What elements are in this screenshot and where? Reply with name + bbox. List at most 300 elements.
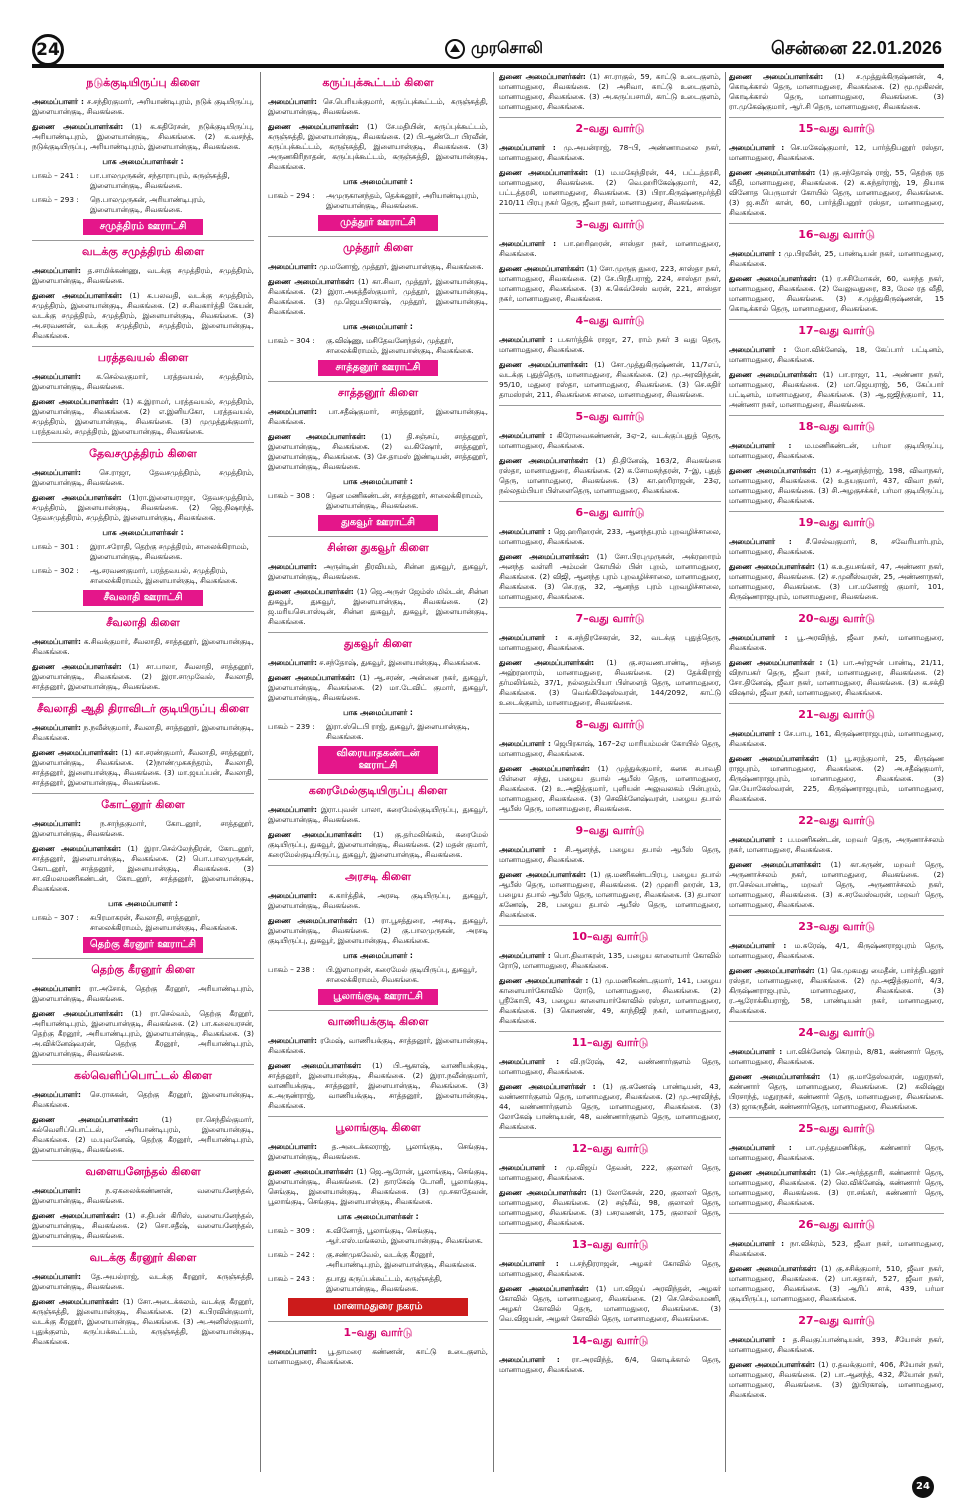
organiser-text: (1)ரா.இளையராஜா, தேவசமுத்திரம், சமுத்திரம், இளையான்குடி, சிவகங்கை. (2) ஜெ.நிஷாந்த், தேவசமுத்திரம், சமுத்திரம், இளையான்குடி, சிவகங்கை. <box>32 493 254 522</box>
section-heading: வடக்கு சமுத்திரம் கிளை <box>81 245 205 258</box>
organiser-text: (1) ஆ.சரண், அன்னை நகர், துகவூர், இளையான்குடி, சிவகங்கை. (2) மா.டேவிட் குமார், துகவூர், இளையான்குடி, சிவகங்கை. <box>268 673 488 702</box>
section-heading: 12–வது வார்டு <box>571 1142 649 1155</box>
organiser-entry <box>32 748 254 788</box>
masthead <box>0 0 972 62</box>
header-rule <box>32 64 944 68</box>
organiser-entry <box>268 805 488 825</box>
part-number: பாகம் – 293 : <box>32 195 79 204</box>
section-heading: வடக்கு கீரனூர் கிளை <box>89 1251 197 1264</box>
role-label: துணை அமைப்பாளர்கள்: <box>268 830 362 839</box>
organiser-entry <box>499 264 721 304</box>
organiser-text: ரமேஷ், வாணியக்குடி, சாத்தனூர், இளையான்குடி, சிவகங்கை. <box>268 1036 488 1055</box>
section-divider <box>499 1031 721 1032</box>
organiser-text: ம.சுரேஷ், 4/1, கிருஷ்ணராஜபுரம் தெரு, மானாமதுரை, சிவகங்கை. <box>729 941 944 960</box>
section-divider <box>729 1117 944 1118</box>
organiser-text: (1) ஜெ.ஆரோன், பூலாங்குடி, செங்குடி, இளையான்குடி, சிவகங்கை. (2) தாரகேஷ் டோனி, பூலாங்குடி, செங்குடி, இளையான்குடி, சிவகங்கை. (3) மு.சகாதேவன், பூலாங்குடி, செங்குடி, இளையான்குடி, சிவகங்கை. <box>268 1167 488 1206</box>
organiser-entry <box>268 891 488 911</box>
organiser-entry <box>729 1072 944 1112</box>
role-label: அமைப்பாளர்: <box>268 891 317 900</box>
organiser-entry <box>499 1188 721 1228</box>
role-label: துணை அமைப்பாளர்கள்: <box>268 673 356 682</box>
section-divider <box>729 915 944 916</box>
organiser-entry <box>499 739 721 759</box>
column-divider <box>725 72 726 1472</box>
organiser-entry <box>729 345 944 365</box>
role-label: அமைப்பாளர் : <box>729 345 787 354</box>
section-heading: 25–வது வார்டு <box>798 1122 875 1135</box>
organiser-text: ச.சந்தோஷ், துகவூர், இளையான்குடி, சிவகங்கை. <box>319 658 481 667</box>
organiser-text: பூ.அரவிந்த், ஜீவா நகர், மானாமதுரை, சிவகங்கை. <box>729 633 944 652</box>
page-number-badge: 24 <box>32 34 64 66</box>
footer-page-number: 24 <box>912 1476 934 1498</box>
column-2 <box>268 72 488 1472</box>
part-organisers-heading: பாக அமைப்பாளர் : <box>108 899 178 908</box>
part-organiser-entry <box>268 491 488 511</box>
role-label: துணை அமைப்பாளர்கள்: <box>32 662 122 671</box>
section-divider <box>729 607 944 608</box>
organiser-text: பா.ஹரிஹரன், சாஸ்தா நகர், மானாமதுரை, சிவகங்கை. <box>499 239 721 258</box>
organiser-text: மு.பிரவீன், 25, பாண்டியன் நகர், மானாமதுரை, சிவகங்கை. <box>729 249 944 268</box>
part-organiser-entry <box>32 542 254 562</box>
organiser-text: (1) ரா.செந்தில்குமார், கல்வெளிப்பொட்டல், அரியாண்டிபுரம், இளையான்குடி, சிவகங்கை. (2) ம.யுவனேஷ், தெற்கு கீரனூர், அரியாண்டிபுரம், இளையான்குடி, சிவகங்கை. <box>32 1115 254 1154</box>
part-number: பாகம் – 304 : <box>268 336 315 345</box>
organiser-text: ரா.அரவிந்த், 6/4, கொடிக்கால் தெரு, மானாமதுரை, சிவகங்கை. <box>499 1355 721 1374</box>
part-organisers-heading: பாக அமைப்பாளர் : <box>343 708 413 717</box>
section-heading: வளையனேந்தல் கிளை <box>85 1165 201 1178</box>
role-label: துணை அமைப்பாளர்கள்: <box>499 870 587 879</box>
part-organiser-text: சு.வினோத், பூலாங்குடி, செங்குடி, ஆர்.எஸ்.மங்கலம், இளையான்குடி, சிவகங்கை. <box>326 1226 483 1245</box>
organiser-entry <box>729 466 944 506</box>
organiser-text: ஜெபிரகாஷ், 167–2ஏ மாரியம்மன் கோயில் தெரு, மானாமதுரை, சிவகங்கை. <box>499 739 721 758</box>
part-organiser-entry <box>268 1250 488 1270</box>
role-label: துணை அமைப்பாளர்கள்: <box>729 1360 816 1369</box>
section-divider <box>499 117 721 118</box>
part-organisers-heading: பாக அமைப்பாளர் : <box>343 177 413 186</box>
role-label: அமைப்பாளர் : <box>499 1355 560 1364</box>
role-label: துணை அமைப்பாளர்கள்: <box>499 1284 589 1293</box>
organiser-entry <box>729 1168 944 1208</box>
organiser-text: க.சந்திரசேகரன், 32, வடக்கு புதுத்தெரு, மானாமதுரை, சிவகங்கை. <box>499 633 721 652</box>
organiser-entry <box>268 122 488 172</box>
role-label: அமைப்பாளர்: <box>32 819 81 828</box>
organiser-entry <box>32 723 254 743</box>
section-heading: சாத்தனூர் கிளை <box>337 386 419 399</box>
role-label: துணை அமைப்பாளர்கள் : <box>499 1082 596 1091</box>
section-divider <box>499 1137 721 1138</box>
role-label: அமைப்பாளர்: <box>268 805 317 814</box>
newspaper-logo <box>445 38 543 59</box>
role-label: துணை அமைப்பாளர்கள்: <box>729 274 817 283</box>
organiser-entry <box>729 941 944 961</box>
role-label: துணை அமைப்பாளர்கள்: <box>499 658 595 667</box>
organiser-entry <box>729 143 944 163</box>
panchayat-banner: சமுத்திரம் ஊராட்சி <box>83 219 203 235</box>
section-divider <box>32 697 254 698</box>
role-label: துணை அமைப்பாளர்கள்: <box>499 456 589 465</box>
section-heading: வாணியக்குடி கிளை <box>327 1015 429 1028</box>
organiser-text: அருள்டின் திரவியம், சின்ன துகவூர், துகவூர், இளையான்குடி, சிவகங்கை. <box>268 562 488 581</box>
section-divider <box>729 319 944 320</box>
organiser-entry <box>499 552 721 602</box>
organiser-entry <box>729 72 944 112</box>
section-heading: 9–வது வார்டு <box>575 824 645 837</box>
role-label: அமைப்பாளர் : <box>729 537 792 546</box>
part-organiser-text: தபாது கருப்பக்கூட்டம், கருஞ்சுத்தி, இளையான்குடி, சிவகங்கை. <box>326 1274 443 1293</box>
role-label: துணை அமைப்பாளர்கள்: <box>729 1264 817 1273</box>
column-4 <box>729 72 944 1472</box>
role-label: அமைப்பாளர்: <box>268 1036 317 1045</box>
role-label: அமைப்பாளர் : <box>729 1239 785 1248</box>
section-divider <box>32 442 254 443</box>
role-label: அமைப்பாளர் : <box>729 249 782 258</box>
section-heading: 27–வது வார்டு <box>798 1314 875 1327</box>
organiser-text: பொ.திவாகரன், 135, பழைய காளையார் கோவில் ரோடு, மானாமதுரை, சிவகங்கை. <box>499 951 721 970</box>
organiser-text: (1) க.பலவதி, வடக்கு சமுத்திரம், சமுத்திரம், இளையான்குடி, சிவகங்கை. (2) ச.சிவகார்த்தி கேயன், வடக்கு சமுத்திரம், சமுத்திரம், இளையான்குடி, சிவகங்கை. (3) அ.சரவணன், வடக்கு சமுத்திரம், சமுத்திரம், இளையான்குடி, சிவகங்கை. <box>32 291 254 340</box>
organiser-entry <box>729 370 944 410</box>
role-label: அமைப்பாளர் : <box>499 431 553 440</box>
section-divider <box>499 501 721 502</box>
role-label: அமைப்பாளர்: <box>268 262 317 271</box>
role-label: அமைப்பாளர்: <box>268 1142 317 1151</box>
organiser-text: ரா.அசோக், தெற்கு கீரனூர், அரியாண்டிபுரம், இளையான்குடி, சிவகங்கை. <box>32 984 254 1003</box>
role-label: துணை அமைப்பாளர்கள்: <box>499 1188 587 1197</box>
organiser-entry <box>268 658 488 668</box>
part-number: பாகம் – 241 : <box>32 171 79 180</box>
section-heading: 1–வது வார்டு <box>343 1326 413 1339</box>
role-label: துணை அமைப்பாளர்கள்: <box>32 493 122 502</box>
role-label: அமைப்பாளர் : <box>499 143 556 152</box>
organiser-text: ம.மணிகண்டன், பர்மா குடியிருப்பு, மானாமதுரை, சிவகங்கை. <box>729 441 944 460</box>
panchayat-banner: விரையாதகண்டன் ஊராட்சி <box>318 746 438 774</box>
role-label: அமைப்பாளர்: <box>32 637 81 646</box>
organiser-entry <box>268 1347 488 1367</box>
role-label: அமைப்பாளர்: <box>32 1272 81 1281</box>
organiser-text: (1) தி.சஞ்சய், சாத்தனூர், இளையான்குடி, சிவகங்கை. (2) வ.கிஷோர், சாத்தனூர், இளையான்குடி, சிவகங்கை. (3) சே.தாமஸ் இண்டியன், சாத்தனூர், இளையான்குடி, சிவகங்கை. <box>268 432 488 471</box>
organiser-text: (1) ச.முத்துக்கிருஷ்ணன், 4, கொடிக்கால் தெரு, மானாமதுரை, சிவகங்கை. (2) மூ.முகிலன், கொடிக்கால் தெரு, மானாமதுரை, சிவகங்கை. (3) ரா.முகேஷ்குமார், ஆர்.சி தெரு, மானாமதுரை, சிவகங்கை. <box>729 72 944 111</box>
organiser-entry <box>32 372 254 392</box>
section-divider <box>499 405 721 406</box>
organiser-text: சீ.செல்வகுமார், 8, சவேரியார்புரம், மானாமதுரை, சிவகங்கை. <box>729 537 944 556</box>
organiser-entry <box>268 1061 488 1111</box>
organiser-text: (1) ச.ஆனந்த்ராஜ், 198, விவாநகர், மானாமதுரை, சிவகங்கை. (2) உதயகுமார், 437, விவா நகர், மானாமதுரை, சிவகங்கை. (3) சி.அழகுசக்கர், பர்மா குடியிருப்பு, மானாமதுரை, சிவகங்கை. <box>729 466 944 505</box>
organiser-entry <box>499 764 721 814</box>
organiser-entry <box>729 249 944 269</box>
part-number: பாகம் – 302 : <box>32 566 79 575</box>
organiser-text: (1) சோ.முத்துகிருஷ்ணன், 11/7எப், வடக்கு புதுத்தெரு, மானாமதுரை, சிவகங்கை. (2) மு.அரவிந்தன், 95/10, மதுரை ரஸ்தா, மானாமதுரை, சிவகங்கை. (3) செ.சுதிர் தாமஸ்ரன், 211, சிவகங்கை சாலை, மானாமதுரை, சிவகங்கை. <box>499 360 721 399</box>
organiser-text: (1) இரா.செல்லேந்திரன், கோடனூர், சாத்தனூர், இளையான்குடி, சிவகங்கை. (2) பொ.பாலமுருகன், கோடனூர், சாத்தனூர், இளையான்குடி, சிவகங்கை. (3) சா.விமலமணிகண்டன், கோடனூர், சாத்தனூர், இளையான்குடி, சிவகங்கை. <box>32 844 254 893</box>
dateline: சென்னை 22.01.2026 <box>770 38 942 58</box>
organiser-text: ந.ஏகலைக்கண்ணன், வளையனேந்தல், இளையான்குடி, சிவகங்கை. <box>32 1186 254 1205</box>
organiser-text: செ.ராஜா, தேவசமுத்திரம், சமுத்திரம், இளையான்குடி, சிவகங்கை. <box>32 468 254 487</box>
organiser-entry <box>32 1272 254 1292</box>
organiser-entry <box>32 122 254 152</box>
organiser-text: (1) பா.ராஜா, 11, அண்ணா நகர், மானாமதுரை, சிவகங்கை. (2) மா.ஜெயராஜ், 56, கேப்பார் பட்டினம், மானாமதுரை, சிவகங்கை. (3) ஆ.ஜஜிந்குமார், 11, அண்ணா நகர், மானாமதுரை, சிவகங்கை. <box>729 370 944 409</box>
organiser-text: (1) லோகேசன், 220, குலாலர் தெரு, மானாமதுரை, சிவகங்கை. (2) சஞ்சீவ், 98, குலாலர் தெரு, மானாமதுரை, சிவகங்கை. (3) பசரவணன், 175, குலாலர் தெரு, மானாமதுரை, சிவகங்கை. <box>499 1188 721 1227</box>
role-label: துணை அமைப்பாளர்கள் : <box>499 976 589 985</box>
organiser-entry <box>499 360 721 400</box>
organiser-entry <box>729 729 944 749</box>
role-label: அமைப்பாளர் : <box>729 1335 786 1344</box>
organiser-text: (1) கு.தர்மலிங்கம், கரைமேல் குடியிருப்பு, துகவூர், இளையான்குடி, சிவகங்கை. (2) மதன் குமார், கரைமேல்குடியிருப்பு, துகவூர், இளையான்குடி, சிவகங்கை. <box>268 830 488 859</box>
organiser-text: வி.நரேஷ், 42, வண்ணார்குளம் தெரு, மானாமதுரை, சிவகங்கை. <box>499 1057 721 1076</box>
section-heading: சீவலாதி கிளை <box>106 616 180 629</box>
organiser-entry <box>729 168 944 218</box>
role-label: அமைப்பாளர் : <box>499 739 551 748</box>
organiser-entry <box>729 633 944 653</box>
role-label: அமைப்பாளர் : <box>499 633 558 642</box>
organiser-entry <box>268 262 488 272</box>
role-label: அமைப்பாளர் : <box>729 441 792 450</box>
role-label: அமைப்பாளர்: <box>32 468 81 477</box>
role-label: அமைப்பாளர் : <box>729 1047 783 1056</box>
role-label: துணை அமைப்பாளர்கள்: <box>32 397 119 406</box>
role-label: அமைப்பாளர் : <box>499 1057 560 1066</box>
section-divider <box>499 819 721 820</box>
section-heading: 21–வது வார்டு <box>798 708 875 721</box>
section-heading: 18–வது வார்டு <box>798 420 875 433</box>
organiser-entry <box>499 1163 721 1183</box>
organiser-text: ந.நவீன்குமார், சீவலாதி, சாத்தனூர், இளையான்குடி, சிவகங்கை. <box>32 723 254 742</box>
section-divider <box>32 1160 254 1161</box>
part-organiser-text: அமுருகானந்தம், தெக்கனூர், அரியாண்டிபுரம், இளையான்குடி, சிவகங்கை. <box>326 191 479 210</box>
part-organiser-text: கு.விஷ்ணு, மசிதேவனேந்தல், முத்தூர், சாலைக்கிராமம், இளையான்குடி, சிவகங்கை. <box>326 336 474 355</box>
organiser-entry <box>499 143 721 163</box>
role-label: துணை அமைப்பாளர்கள்: <box>32 748 119 757</box>
organiser-text: ப.கார்த்திக் ராஜா, 27, ராம் நகர் 3 வது தெரு, மானாமதுரை, சிவகங்கை. <box>499 335 721 354</box>
role-label: துணை அமைப்பாளர்கள்: <box>729 370 818 379</box>
organiser-entry <box>268 277 488 317</box>
organiser-entry <box>499 456 721 496</box>
section-heading: முத்தூர் கிளை <box>343 241 413 254</box>
section-heading: 15–வது வார்டு <box>798 122 875 135</box>
role-label: அமைப்பாளர்: <box>32 372 81 381</box>
organiser-text: (1) க.கதிரேசன், நடுக்குடியிருப்பு, அரியாண்டிபுரம், இளையான்குடி, சிவகங்கை. (2) க.வசந்த், நடுக்குடியிருப்பு, அரியாண்டிபுரம், இளையான்குடி, சிவகங்கை. <box>32 122 254 151</box>
panchayat-banner: துகவூர் ஊராட்சி <box>318 515 438 531</box>
role-label: அமைப்பாளர்: <box>268 1347 317 1356</box>
part-organiser-entry <box>268 336 488 356</box>
section-heading: தேவசமுத்திரம் கிளை <box>89 447 197 460</box>
role-label: அமைப்பாளர் : <box>729 941 787 950</box>
organiser-entry <box>499 633 721 653</box>
organiser-text: (1) கு.கணேஷ் பாண்டியன், 43, வண்ணார்குளம் தெரு, மானாமதுரை, சிவகங்கை. (2) மு.அரவிந்த், 44, வண்ணார்குளம் தெரு, மானாமதுரை, சிவகங்கை. (3) லோகேஷ் பாண்டியன், 48, வண்ணார்குளம் தெரு, மானாமதுரை, சிவகங்கை. <box>499 1082 721 1131</box>
part-organisers-heading: பாக அமைப்பாளர்கள் : <box>102 157 184 166</box>
organiser-entry <box>729 1360 944 1400</box>
section-heading: சீவலாதி ஆதி திராவிடர் குடியிருப்பு கிளை <box>37 702 249 715</box>
section-divider <box>729 223 944 224</box>
organiser-text: மோ.விக்னேஷ், 18, கேப்பார் பட்டினம், மானாமதுரை, சிவகங்கை. <box>729 345 944 364</box>
organiser-entry <box>729 1047 944 1067</box>
role-label: அமைப்பாளர்: <box>32 723 81 732</box>
section-heading: 13–வது வார்டு <box>571 1238 649 1251</box>
section-heading: 26–வது வார்டு <box>798 1218 875 1231</box>
role-label: துணை அமைப்பாளர்கள்: <box>268 587 354 596</box>
panchayat-banner: பூலாங்குடி ஊராட்சி <box>318 989 438 1005</box>
column-3 <box>499 72 721 1472</box>
role-label: துணை அமைப்பாளர்கள்: <box>268 916 358 925</box>
organiser-text: தே.அயல்ராஜ், வடக்கு கீரனூர், கருஞ்சுத்தி, இளையான்குடி, சிவகங்கை. <box>32 1272 254 1291</box>
organiser-entry <box>268 916 488 946</box>
role-label: துணை அமைப்பாளர்கள்: <box>499 264 585 273</box>
organiser-text: மு.மனோஜ், முத்தூர், இளையான்குடி, சிவகங்கை. <box>319 262 484 271</box>
organiser-text: (1) முத்துக்குமார், கனக சபாவதி பிள்ளை சந்து, பழைய தபால் ஆபீஸ் தெரு, மானாமதுரை, சிவகங்கை. (2) உ.அஜித்குமார், புளியன் அலுவலகம் பின்புறம், மானாமதுரை, சிவகங்கை. (3) செவிக்னேஷ்வரன், பழைய தபால் ஆபீஸ் தெரு, மானாமதுரை, சிவகங்கை. <box>499 764 721 813</box>
part-organisers-heading: பாக அமைப்பாளர் : <box>343 477 413 486</box>
organiser-text: (1) சே.மதியின், கருப்புக்கூட்டம், கருஞ்சுத்தி, இளையான்குடி, சிவகங்கை. (2) பி.ஆண்டோ பிரவீன், கருப்புக்கூட்டம், கருஞ்சுத்தி, இளையான்குடி, சிவகங்கை. (3) அருணகிரிநாதன், கருப்புக்கூட்டம், கருஞ்சுத்தி, இளையான்குடி, சிவகங்கை. <box>268 122 488 171</box>
part-organiser-entry <box>32 566 254 586</box>
organiser-entry <box>32 844 254 894</box>
part-organiser-text: பி.இளமாறன், கரைமேல் குடியிருப்பு, துகவூர், சாலைக்கிராமம், சிவகங்கை. <box>326 965 478 984</box>
role-label: அமைப்பாளர்: <box>32 1090 81 1099</box>
organiser-text: (1) செ.அர்த்ததாரி, கண்ணார் தெரு, மானாமதுரை, சிவகங்கை. (2) லெ.விக்னேஷ், கண்ணார் தெரு, மானாமதுரை, சிவகங்கை. (3) ரா.சங்கர், கண்ணார் தெரு, மானாமதுரை, சிவகங்கை. <box>729 1168 944 1207</box>
part-number: பாகம் – 238 : <box>268 965 315 974</box>
organiser-text: (1) கா.கருண், மறவர் தெரு, அருணாச்சலம் நகர், மானாமதுரை, சிவகங்கை. (2) ரா.செல்வபாண்டி, மறவர் தெரு, அருணாச்சலம் நகர், மானாமதுரை, சிவகங்கை. (3) சு.சரவேஸ்வரன், மறவர் தெரு, மானாமதுரை, சிவகங்கை. <box>729 860 944 909</box>
role-label: துணை அமைப்பாளர்கள்: <box>32 1009 124 1018</box>
part-number: பாகம் – 242 : <box>268 1250 315 1259</box>
role-label: அமைப்பாளர்: <box>32 266 81 275</box>
part-organiser-entry <box>268 191 488 211</box>
section-heading: 20–வது வார்டு <box>798 612 875 625</box>
section-divider <box>729 1213 944 1214</box>
part-number: பாகம் – 243 : <box>268 1274 315 1283</box>
section-heading: பூலாங்குடி கிளை <box>335 1121 421 1134</box>
organiser-text: (1) கு.மாதேஸ்வரன், மதுரநகர், கண்ணார் தெரு, மானாமதுரை, சிவகங்கை. (2) சுலிஷ்னு பிரசாந்த், மதுரநகர், கண்ணார் தெரு, மானாமதுரை, சிவகங்கை. (3) ஜாகருதீன், கண்ணார்தெரு, மானாமதுரை, சிவகங்கை. <box>729 1072 944 1111</box>
organiser-text: ஜெ.ஹரிஹரன், 233, ஆனந்தபுரம் புறவழிச்சாலை, மானாமதுரை, சிவகங்கை. <box>499 527 721 546</box>
organiser-text: (1) கு.மணிகண்டபிரபு, பழைய தபால் ஆபீஸ் தெரு, மானாமதுரை, சிவகங்கை. (2) முஹரி ஹரன், 13, பழைய தபால் ஆபீஸ் தெரு, மானாமதுரை, சிவகங்கை. (3) தபாலா கணேஷ், 28, பழைய தபால் ஆபீஸ் தெரு, மானாமதுரை, சிவகங்கை. <box>499 870 721 919</box>
organiser-entry <box>499 168 721 208</box>
organiser-text: சி.ஆனந்த், பழைய தபால் ஆபீஸ் தெரு, மானாமதுரை, சிவகங்கை. <box>499 845 721 864</box>
section-divider <box>268 865 488 866</box>
organiser-entry <box>729 274 944 314</box>
organiser-text: (1) ர.தவக்குமார், 406, சீயோன் நகர், மானாமதுரை, சிவகங்கை. (2) பா.ஆனந்த், 432, சீயோன் நகர், மானாமதுரை, சிவகங்கை. (3) இபிரகாஷ், மானாமதுரை, சிவகங்கை. <box>729 1360 944 1399</box>
section-divider <box>729 1021 944 1022</box>
role-label: துணை அமைப்பாளர்கள்: <box>729 72 824 81</box>
organiser-entry <box>499 431 721 451</box>
part-organiser-text: சுபிரமாகரன், சீவலாதி, சாத்தனூர், சாலைக்கிராமம், இளையான்குடி, சிவகங்கை. <box>90 913 238 932</box>
role-label: அமைப்பாளர்: <box>268 97 317 106</box>
organiser-text: (1) ரா.செல்வம், தெற்கு கீரனூர், அரியாண்டிபுரம், இளையான்குடி, சிவகங்கை. (2) பா.கலையரசன், தெற்கு கீரனூர், அரியாண்டிபுரம், இளையான்குடி, சிவகங்கை. (3) அ.விக்னேஷ்வரன், தெற்கு கீரனூர், அரியாண்டிபுரம், இளையான்குடி, சிவகங்கை. <box>32 1009 254 1058</box>
organiser-entry <box>268 673 488 703</box>
role-label: அமைப்பாளர்: <box>32 1186 81 1195</box>
section-divider <box>499 925 721 926</box>
section-divider <box>32 346 254 347</box>
part-organiser-text: இரா.ஸ்டெபி ராஜ், துகவூர், இளையான்குடி, சிவகங்கை. <box>326 722 470 741</box>
role-label: அமைப்பாளர் : <box>729 633 788 642</box>
organiser-entry <box>729 966 944 1016</box>
column-divider <box>493 72 494 1472</box>
organiser-text: (1) கு.சசிக்குமார், 510, ஜீவா நகர், மானாமதுரை, சிவகங்கை. (2) பா.சுதாகர், 527, ஜீவா நகர், மானாமதுரை, சிவகங்கை. (3) ஆரிப் சாக், 439, பர்மா குடியிருப்பு, மானாமதுரை, சிவகங்கை. <box>729 1264 944 1303</box>
organiser-text: (1) கெ.முகமது மைதீன், பார்த்திபனூர் ரஸ்தா, மானாமதுரை, சிவகங்கை. (2) மு.அஜித்குமார், 4/3, கிருஷ்ணராஜபுரம், மானாமதுரை, சிவகங்கை. (3) ர.ஆரோக்கியராஜ், 58, பாண்டியன் நகர், மானாமதுரை, சிவகங்கை. <box>729 966 944 1015</box>
section-divider <box>32 240 254 241</box>
section-heading: கருப்புக்கூட்டம் கிளை <box>322 76 434 89</box>
part-organiser-text: கு.சண்முகவேல், வடக்கு கீரனூர், அரியாண்டிபுரம், இளையான்குடி, சிவகங்கை. <box>326 1250 477 1269</box>
role-label: அமைப்பாளர் : <box>729 835 783 844</box>
organiser-entry <box>32 1090 254 1110</box>
section-divider <box>32 611 254 612</box>
organiser-entry <box>268 562 488 582</box>
role-label: அமைப்பாளர் : <box>729 729 781 738</box>
role-label: அமைப்பாளர் : <box>32 97 84 106</box>
section-heading: 7–வது வார்டு <box>575 612 645 625</box>
organiser-entry <box>729 860 944 910</box>
role-label: அமைப்பாளர்: <box>268 407 317 416</box>
section-divider <box>32 958 254 959</box>
panchayat-banner: தெற்கு கீரனூர் ஊராட்சி <box>83 937 203 953</box>
section-divider <box>268 536 488 537</box>
section-heading: 4–வது வார்டு <box>575 314 645 327</box>
organiser-entry <box>268 97 488 117</box>
rising-sun-icon <box>445 39 465 59</box>
role-label: துணை அமைப்பாளர்கள்: <box>729 966 815 975</box>
role-label: துணை அமைப்பாளர்கள்: <box>268 277 355 286</box>
role-label: துணை அமைப்பாளர்கள்: <box>268 432 366 441</box>
organiser-text: (1) சா.ராகுல், 59, காட்டு உடைகுளம், மானாமதுரை, சிவகங்கை. (2) அசிவா, காட்டு உடைகுளம், மானாமதுரை, சிவகங்கை. (3) அ.கருப்பசாமி, காட்டு உடைகுளம், மானாமதுரை, சிவகங்கை. <box>499 72 721 111</box>
organiser-text: செ.பெரியக்குமார், கருப்புக்கூட்டம், கருஞ்சுத்தி, இளையான்குடி, சிவகங்கை. <box>268 97 488 116</box>
role-label: துணை அமைப்பாளர்கள் : <box>729 658 823 667</box>
organiser-entry <box>268 407 488 427</box>
role-label: துணை அமைப்பாளர்கள்: <box>32 122 124 131</box>
organiser-text: பா.முத்துமணிக்கு, கண்ணார் தெரு, மானாமதுரை, சிவகங்கை. <box>729 1143 944 1162</box>
section-heading: கரைமேல்குடியிருப்பு கிளை <box>308 784 448 797</box>
organiser-entry <box>499 72 721 112</box>
section-heading: 3–வது வார்டு <box>575 218 645 231</box>
column-divider <box>260 72 261 1472</box>
role-label: அமைப்பாளர் : <box>499 335 553 344</box>
organiser-text: மு.விஜய் தேவன், 222, குலாலர் தெரு, மானாமதுரை, சிவகங்கை. <box>499 1163 721 1182</box>
role-label: துணை அமைப்பாளர்கள்: <box>268 122 359 131</box>
part-number: பாகம் – 301 : <box>32 542 79 551</box>
section-divider <box>499 713 721 714</box>
organiser-entry <box>32 819 254 839</box>
role-label: துணை அமைப்பாளர்கள்: <box>32 1297 119 1306</box>
section-divider <box>268 1010 488 1011</box>
section-heading: 8–வது வார்டு <box>575 718 645 731</box>
organiser-entry <box>268 432 488 472</box>
role-label: துணை அமைப்பாளர்கள்: <box>32 1115 139 1124</box>
role-label: துணை அமைப்பாளர்கள்: <box>729 754 820 763</box>
organiser-text: த.அடைக்கலராஜ், பூலாங்குடி, செங்குடி, இளையான்குடி, சிவகங்கை. <box>268 1142 488 1161</box>
role-label: துணை அமைப்பாளர்கள்: <box>32 1211 121 1220</box>
section-heading: நடுக்குடியிருப்பு கிளை <box>86 76 200 89</box>
organiser-entry <box>32 1186 254 1206</box>
part-organiser-text: ஆ.சரவணகுமார், பரத்தவயல், சமுத்திரம், சாலைக்கிராமம், இளையான்குடி, சிவகங்கை. <box>90 566 238 585</box>
organiser-entry <box>729 441 944 461</box>
part-organiser-text: இரா.சரோதி, தெற்கு சமுத்திரம், சாலைக்கிராமம், இளையான்குடி, சிவகங்கை. <box>90 542 249 561</box>
organiser-entry <box>729 1264 944 1304</box>
part-organiser-entry <box>268 722 488 742</box>
section-divider <box>729 1309 944 1310</box>
organiser-text: (1) மு.மணிகண்டகுமார், 141, பழைய காளையார்கோவில் ரோடு, மானாமதுரை, சிவகங்கை. (2) ஸ்ரீகோபி, 43, பழைய காளையார்கோவில் ரஸ்தா, மானாமதுரை, சிவகங்கை. (3) கொணண், 49, காந்திஜி நகர், மானாமதுரை, சிவகங்கை. <box>499 976 721 1025</box>
role-label: துணை அமைப்பாளர்கள்: <box>729 466 817 475</box>
organiser-entry <box>499 335 721 355</box>
section-heading: 22–வது வார்டு <box>798 814 875 827</box>
part-organiser-text: நெ.பாலமுருகன், அரியாண்டிபுரம், இளையான்குடி, சிவகங்கை. <box>90 195 206 214</box>
section-heading: கோட்னூர் கிளை <box>101 798 185 811</box>
organiser-entry <box>32 1211 254 1241</box>
panchayat-banner: சீவலாதி ஊராட்சி <box>83 590 203 606</box>
part-organiser-text: பா.பாலமுருகன், சந்தாராபுரம், கருஞ்சுத்தி, இளையான்குடி, சிவகங்கை. <box>90 171 230 190</box>
role-label: அமைப்பாளர் : <box>499 845 557 854</box>
organiser-text: (1) பூ.சரத்குமார், 25, கிருஷ்ண ராஜபுரம், மானாமதுரை, சிவகங்கை. (2) அ.சதீஷ்குமார், கிருஷ்ணராஜபுரம், மானாமதுரை, சிவகங்கை. (3) செ.யோகேஸ்வரன், 225, கிருஷ்ணராஜபுரம், மானாமதுரை, சிவகங்கை. <box>729 754 944 803</box>
role-label: அமைப்பாளர் : <box>499 239 556 248</box>
organiser-entry <box>499 658 721 708</box>
organiser-text: பூ.தாமரை கண்ணன், காட்டு உடைகுளம், மானாமதுரை, சிவகங்கை. <box>268 1347 488 1366</box>
organiser-entry <box>268 1142 488 1162</box>
organiser-text: ப.சந்திரராஜன், அழகர் கோவில் தெரு, மானாமதுரை, சிவகங்கை. <box>499 1259 721 1278</box>
organiser-entry <box>268 587 488 627</box>
organiser-entry <box>729 1239 944 1259</box>
role-label: அமைப்பாளர் : <box>499 527 551 536</box>
section-heading: அரசடி கிளை <box>345 870 411 883</box>
panchayat-banner: சாத்தனூர் ஊராட்சி <box>318 360 438 376</box>
